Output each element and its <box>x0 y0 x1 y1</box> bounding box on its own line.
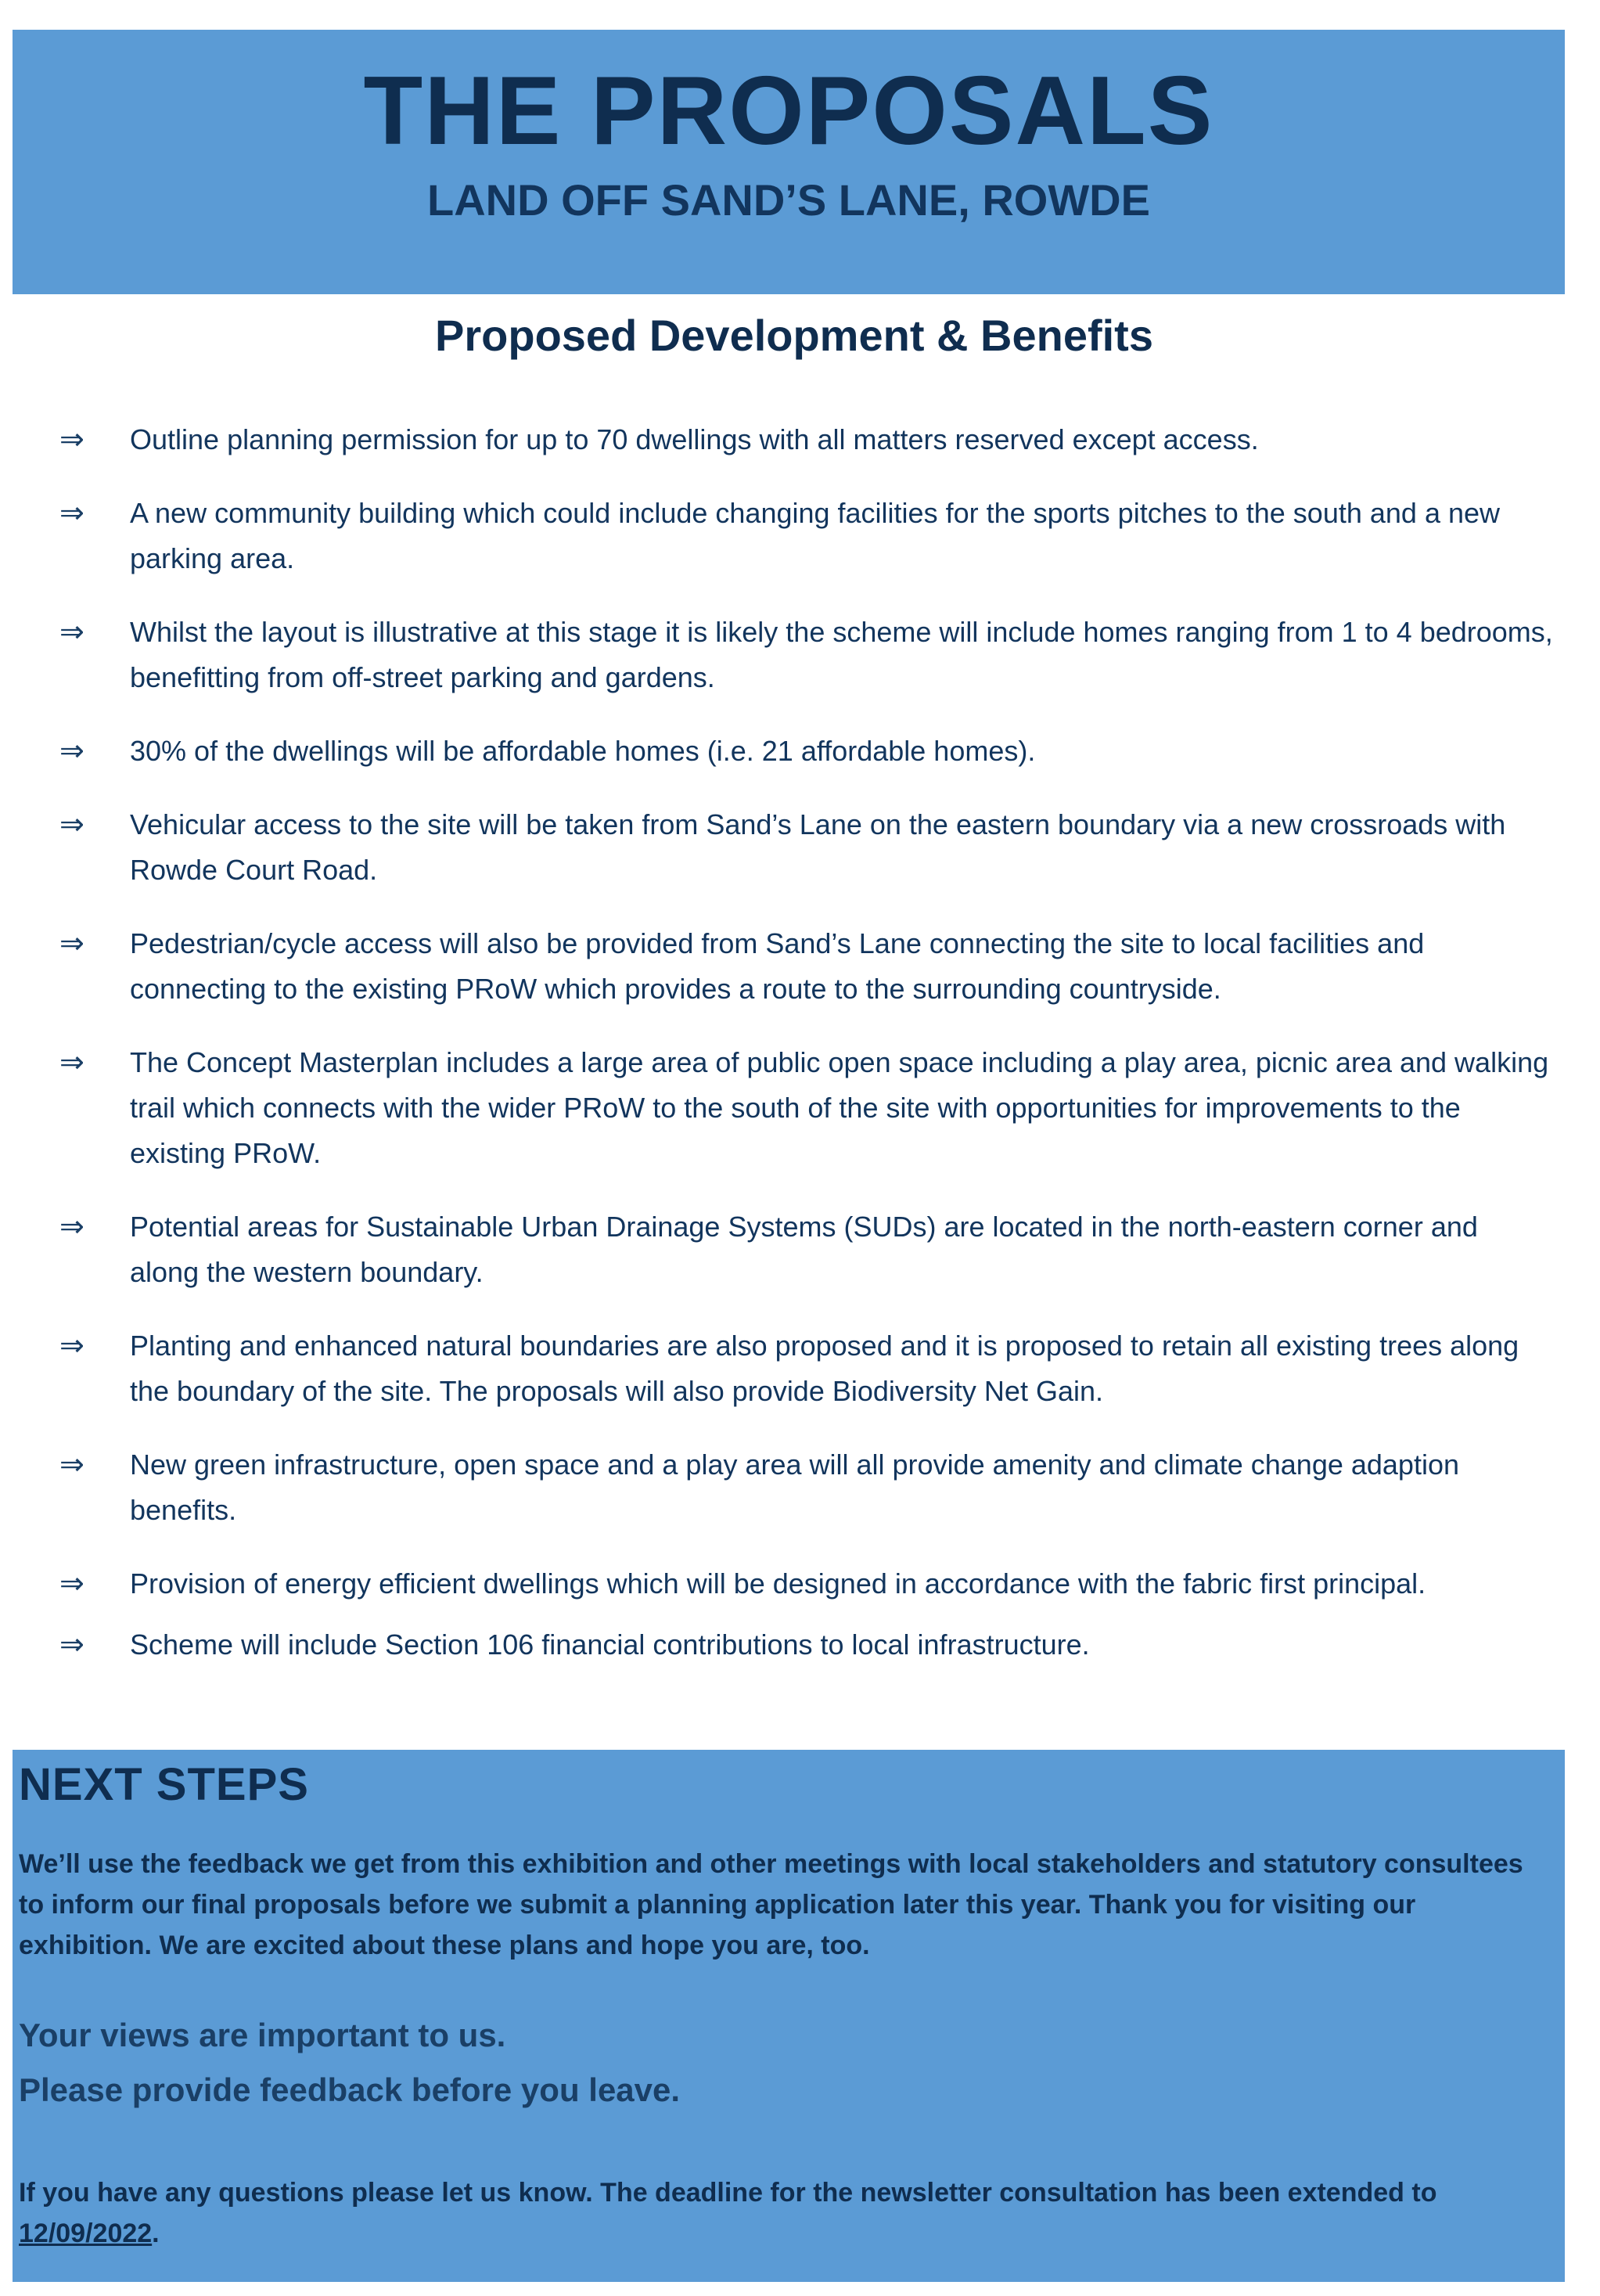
double-arrow-icon: ⇒ <box>59 616 84 649</box>
benefit-item <box>59 921 1554 1012</box>
double-arrow-icon: ⇒ <box>59 808 84 841</box>
benefit-text: The Concept Masterplan includes a large area of public open space including a play area, picnic area and walking trail which connects with the wider PRoW to the south of the site with opportunities for improvements to the existing PRoW. <box>130 1046 1549 1169</box>
double-arrow-icon: ⇒ <box>59 1567 84 1600</box>
next-steps-panel <box>13 1750 1565 2282</box>
benefit-item <box>59 1040 1554 1176</box>
benefit-text: Outline planning permission for up to 70 dwellings with all matters reserved except access. <box>130 423 1259 455</box>
benefit-text: New green infrastructure, open space and a play area will all provide amenity and climate change adaption benefits. <box>130 1448 1459 1526</box>
benefit-item <box>59 1442 1554 1533</box>
double-arrow-icon: ⇒ <box>59 1211 84 1243</box>
benefit-text: Provision of energy efficient dwellings which will be designed in accordance with the fabric first principal. <box>130 1567 1426 1600</box>
contact-paragraph <box>19 2172 1560 2254</box>
benefit-item <box>59 729 1554 774</box>
next-steps-paragraph: We’ll use the feedback we get from this exhibition and other meetings with local stakeholders and statutory consultees to inform our final proposals before we submit a planning application later this year. Thank you for visiting our exhibition. We are excited about these plans and hope you are, too. <box>19 1849 1523 1960</box>
benefit-text: Scheme will include Section 106 financial contributions to local infrastructure. <box>130 1628 1090 1661</box>
benefits-heading: Proposed Development & Benefits <box>435 311 1153 360</box>
benefit-item <box>59 1204 1554 1295</box>
benefit-item <box>59 491 1554 581</box>
double-arrow-icon: ⇒ <box>59 1448 84 1481</box>
benefits-list <box>59 417 1554 1696</box>
double-arrow-icon: ⇒ <box>59 1046 84 1079</box>
feedback-request-line: Please provide feedback before you leave. <box>19 2071 681 2108</box>
benefit-item <box>59 802 1554 893</box>
benefit-text: Potential areas for Sustainable Urban Drainage Systems (SUDs) are located in the north-eastern corner and along the western boundary. <box>130 1211 1478 1288</box>
double-arrow-icon: ⇒ <box>59 1628 84 1661</box>
contact-end: . <box>152 2219 160 2248</box>
benefit-text: Whilst the layout is illustrative at this stage it is likely the scheme will include homes ranging from 1 to 4 bedrooms, benefitting from off-street parking and gardens. <box>130 616 1553 693</box>
benefit-item <box>59 417 1554 462</box>
benefit-text: 30% of the dwellings will be affordable homes (i.e. 21 affordable homes). <box>130 735 1036 767</box>
views-important-line: Your views are important to us. <box>19 2017 506 2053</box>
contact-text: If you have any questions please let us know. The deadline for the newsletter consultation has been extended to <box>19 2178 1437 2208</box>
benefit-item <box>59 1622 1554 1668</box>
benefit-text: Planting and enhanced natural boundaries are also proposed and it is proposed to retain all existing trees along the boundary of the site. The proposals will also provide Biodiversity Net Gain. <box>130 1330 1519 1407</box>
benefit-item <box>59 610 1554 700</box>
benefit-item <box>59 1323 1554 1414</box>
double-arrow-icon: ⇒ <box>59 927 84 960</box>
double-arrow-icon: ⇒ <box>59 423 84 456</box>
benefit-text: A new community building which could include changing facilities for the sports pitches to the south and a new parking area. <box>130 497 1501 574</box>
double-arrow-icon: ⇒ <box>59 1330 84 1362</box>
double-arrow-icon: ⇒ <box>59 497 84 530</box>
page-subtitle: LAND OFF SAND’S LANE, ROWDE <box>427 175 1150 225</box>
next-steps-title: NEXT STEPS <box>19 1759 309 1810</box>
page-title: THE PROPOSALS <box>363 57 1214 165</box>
double-arrow-icon: ⇒ <box>59 735 84 768</box>
benefit-text: Vehicular access to the site will be taken from Sand’s Lane on the eastern boundary via a new crossroads with Rowde Court Road. <box>130 808 1506 886</box>
deadline-date: 12/09/2022 <box>19 2219 153 2248</box>
benefit-text: Pedestrian/cycle access will also be provided from Sand’s Lane connecting the site to local facilities and connecting to the existing PRoW which provides a route to the surrounding countryside. <box>130 927 1425 1005</box>
header-band <box>13 30 1565 294</box>
benefit-item <box>59 1561 1554 1607</box>
